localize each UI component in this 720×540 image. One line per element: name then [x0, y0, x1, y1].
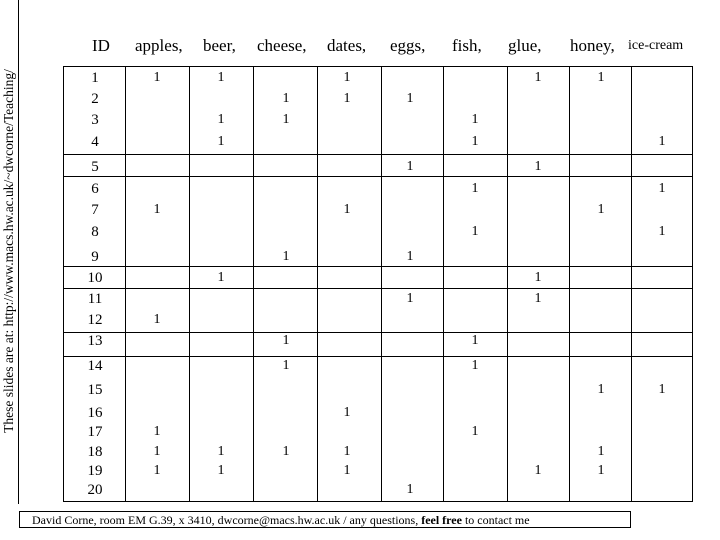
row-id: 8	[91, 224, 99, 240]
table-cell: 1	[597, 202, 605, 217]
table-cell: 1	[597, 444, 605, 459]
grid-row-line	[63, 266, 693, 267]
grid-row-line	[63, 288, 693, 289]
row-id: 19	[87, 463, 103, 479]
table-cell: 1	[217, 463, 225, 478]
table-cell: 1	[153, 444, 161, 459]
table-cell: 1	[534, 270, 542, 285]
row-id: 10	[87, 270, 103, 286]
table-cell: 1	[471, 358, 479, 373]
footer-box	[19, 511, 631, 528]
sidebar-url-text: These slides are at: http://www.macs.hw.ac.uk/~dwcorne/Teaching/	[1, 69, 16, 433]
grid-row-line	[63, 356, 693, 357]
table-cell: 1	[406, 91, 414, 106]
table-cell: 1	[406, 249, 414, 264]
table-cell: 1	[343, 405, 351, 420]
table-cell: 1	[343, 463, 351, 478]
grid-column-line	[253, 66, 254, 502]
grid-column-line	[317, 66, 318, 502]
grid-column-line	[507, 66, 508, 502]
table-cell: 1	[658, 382, 666, 397]
row-id: 3	[91, 112, 99, 128]
row-id: 2	[91, 91, 99, 107]
table-cell: 1	[471, 181, 479, 196]
table-cell: 1	[534, 159, 542, 174]
footer-prefix: David Corne, room EM G.39, x 3410, dwcorne@macs.hw.ac.uk / any questions,	[32, 513, 422, 527]
grid-column-line	[569, 66, 570, 502]
table-cell: 1	[343, 70, 351, 85]
table-cell: 1	[534, 463, 542, 478]
table-cell: 1	[534, 291, 542, 306]
table-cell: 1	[153, 312, 161, 327]
table-cell: 1	[597, 382, 605, 397]
row-id: 9	[91, 249, 99, 265]
table-cell: 1	[343, 202, 351, 217]
table-cell: 1	[471, 333, 479, 348]
grid-row-line	[63, 501, 693, 502]
table-cell: 1	[153, 70, 161, 85]
table-cell: 1	[597, 70, 605, 85]
table-cell: 1	[282, 333, 290, 348]
table-cell: 1	[471, 224, 479, 239]
row-id: 17	[87, 424, 103, 440]
row-id: 13	[87, 333, 103, 349]
table-cell: 1	[406, 159, 414, 174]
row-id: 5	[91, 159, 99, 175]
grid-column-line	[692, 66, 693, 502]
table-cell: 1	[217, 134, 225, 149]
grid-column-line	[63, 66, 64, 502]
row-id: 14	[87, 358, 103, 374]
column-header-apples: apples,	[135, 36, 183, 55]
grid-row-line	[63, 66, 693, 67]
table-cell: 1	[343, 444, 351, 459]
row-id: 12	[87, 312, 103, 328]
table-cell: 1	[658, 224, 666, 239]
table-cell: 1	[217, 112, 225, 127]
table-cell: 1	[534, 70, 542, 85]
table-cell: 1	[282, 444, 290, 459]
table-cell: 1	[597, 463, 605, 478]
table-cell: 1	[217, 270, 225, 285]
table-cell: 1	[658, 134, 666, 149]
row-id: 4	[91, 134, 99, 150]
column-header-fish: fish,	[452, 36, 482, 55]
footer-text	[32, 513, 530, 528]
grid-column-line	[443, 66, 444, 502]
row-id: 1	[91, 70, 99, 86]
footer-suffix: to contact me	[461, 513, 530, 527]
column-header-eggs: eggs,	[390, 36, 426, 55]
footer-bold-text: feel free	[421, 513, 462, 527]
grid-column-line	[189, 66, 190, 502]
row-id: 16	[87, 405, 103, 421]
table-cell: 1	[153, 463, 161, 478]
column-header-beer: beer,	[203, 36, 236, 55]
table-cell: 1	[471, 134, 479, 149]
table-cell: 1	[406, 291, 414, 306]
column-header-cheese: cheese,	[257, 36, 307, 55]
table-cell: 1	[282, 358, 290, 373]
grid-column-line	[381, 66, 382, 502]
grid-row-line	[63, 176, 693, 177]
column-header-id: ID	[92, 36, 110, 55]
column-header-ice-cream: ice-cream	[628, 38, 684, 53]
table-cell: 1	[658, 181, 666, 196]
grid-row-line	[63, 154, 693, 155]
sidebar-divider	[18, 0, 19, 504]
table-cell: 1	[282, 249, 290, 264]
table-cell: 1	[217, 444, 225, 459]
row-id: 18	[87, 444, 103, 460]
grid-row-line	[63, 332, 693, 333]
sidebar	[0, 0, 18, 502]
table-cell: 1	[282, 112, 290, 127]
table-cell: 1	[282, 91, 290, 106]
row-id: 6	[91, 181, 99, 197]
grid-column-line	[631, 66, 632, 502]
table-cell: 1	[471, 424, 479, 439]
column-header-honey: honey,	[570, 36, 615, 55]
row-id: 11	[87, 291, 103, 307]
table-cell: 1	[153, 202, 161, 217]
row-id: 7	[91, 202, 99, 218]
row-id: 20	[87, 482, 103, 498]
column-header-glue: glue,	[508, 36, 542, 55]
table-cell: 1	[406, 482, 414, 497]
column-header-dates: dates,	[327, 36, 367, 55]
grid-column-line	[125, 66, 126, 502]
table-cell: 1	[343, 91, 351, 106]
table-cell: 1	[153, 424, 161, 439]
table-cell: 1	[217, 70, 225, 85]
row-id: 15	[87, 382, 103, 398]
table-cell: 1	[471, 112, 479, 127]
